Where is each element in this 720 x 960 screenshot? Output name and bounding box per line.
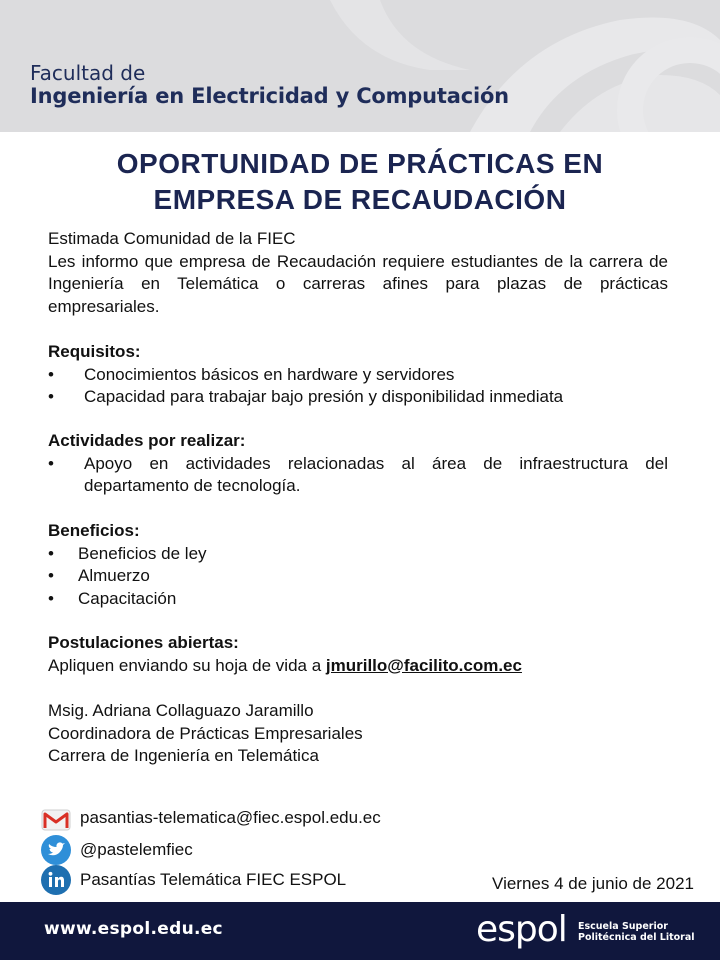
contact-linkedin-row[interactable] [40,864,346,896]
postulaciones-text: Apliquen enviando su hoja de vida a [48,655,322,675]
title-line2: EMPRESA DE RECAUDACIÓN [153,184,567,215]
greeting: Estimada Comunidad de la FIEC [48,229,296,248]
linkedin-icon [40,864,72,896]
page-title [0,146,720,218]
gmail-icon [40,802,72,834]
requisitos-section [48,341,668,409]
website-link[interactable]: www.espol.edu.ec [44,919,223,939]
faculty-line2: Ingeniería en Electricidad y Computación [30,84,509,108]
list-item: • Conocimientos básicos en hardware y servidores [48,364,668,387]
signature-career: Carrera de Ingeniería en Telemática [48,746,319,765]
signature-role: Coordinadora de Prácticas Empresariales [48,723,363,743]
beneficios-heading: Beneficios: [48,521,140,540]
header-banner [0,0,720,132]
actividad-text: Apoyo en actividades relacionadas al área de infraestructura del departamento de tecnología. [84,453,668,495]
requisito-text: Capacidad para trabajar bajo presión y disponibilidad inmediata [84,387,564,406]
contact-twitter-row[interactable] [40,834,193,866]
title-line1: OPORTUNIDAD DE PRÁCTICAS EN [116,148,604,179]
list-item: • Beneficios de ley [48,543,668,566]
espol-subtitle-line1: Escuela Superior [578,921,668,932]
requisito-text: Conocimientos básicos en hardware y servidores [84,364,455,384]
contact-linkedin: Pasantías Telemática FIEC ESPOL [80,870,347,889]
beneficio-text: Capacitación [78,588,177,608]
faculty-name [30,62,509,109]
espol-subtitle-line2: Politécnica del Litoral [578,932,695,943]
actividades-section [48,430,668,498]
contact-email: pasantias-telematica@fiec.espol.edu.ec [80,808,381,827]
application-email-link[interactable]: jmurillo@facilito.com.ec [325,655,522,675]
espol-logo: espol [476,909,567,950]
faculty-line1: Facultad de [30,61,146,85]
signature-name: Msig. Adriana Collaguazo Jaramillo [48,701,314,720]
postulaciones-section [48,632,668,677]
list-item: • Almuerzo [48,565,668,588]
espol-logo-subtitle [578,921,695,943]
requisitos-heading: Requisitos: [48,342,141,361]
list-item: • Capacitación [48,588,668,611]
list-item: • Capacidad para trabajar bajo presión y disponibilidad inmediata [48,386,668,409]
intro-section [48,228,668,318]
list-item: • Apoyo en actividades relacionadas al área de infraestructura del departamento de tecnología. [48,453,668,498]
intro-paragraph: Les informo que empresa de Recaudación requiere estudiantes de la carrera de Ingeniería en Telemática o carreras afines para plazas de prácticas empresariales. [48,251,668,316]
document-date: Viernes 4 de junio de 2021 [492,874,694,893]
actividades-heading: Actividades por realizar: [48,431,246,450]
beneficios-section [48,520,668,610]
footer-bar [0,902,720,960]
beneficio-text: Almuerzo [78,566,150,585]
contact-email-row[interactable] [40,802,381,834]
postulaciones-line [48,655,668,678]
signature-block [48,700,668,768]
contact-twitter: @pastelemfiec [80,840,193,859]
postulaciones-heading: Postulaciones abiertas: [48,633,239,652]
twitter-icon [40,834,72,866]
beneficio-text: Beneficios de ley [78,543,207,563]
